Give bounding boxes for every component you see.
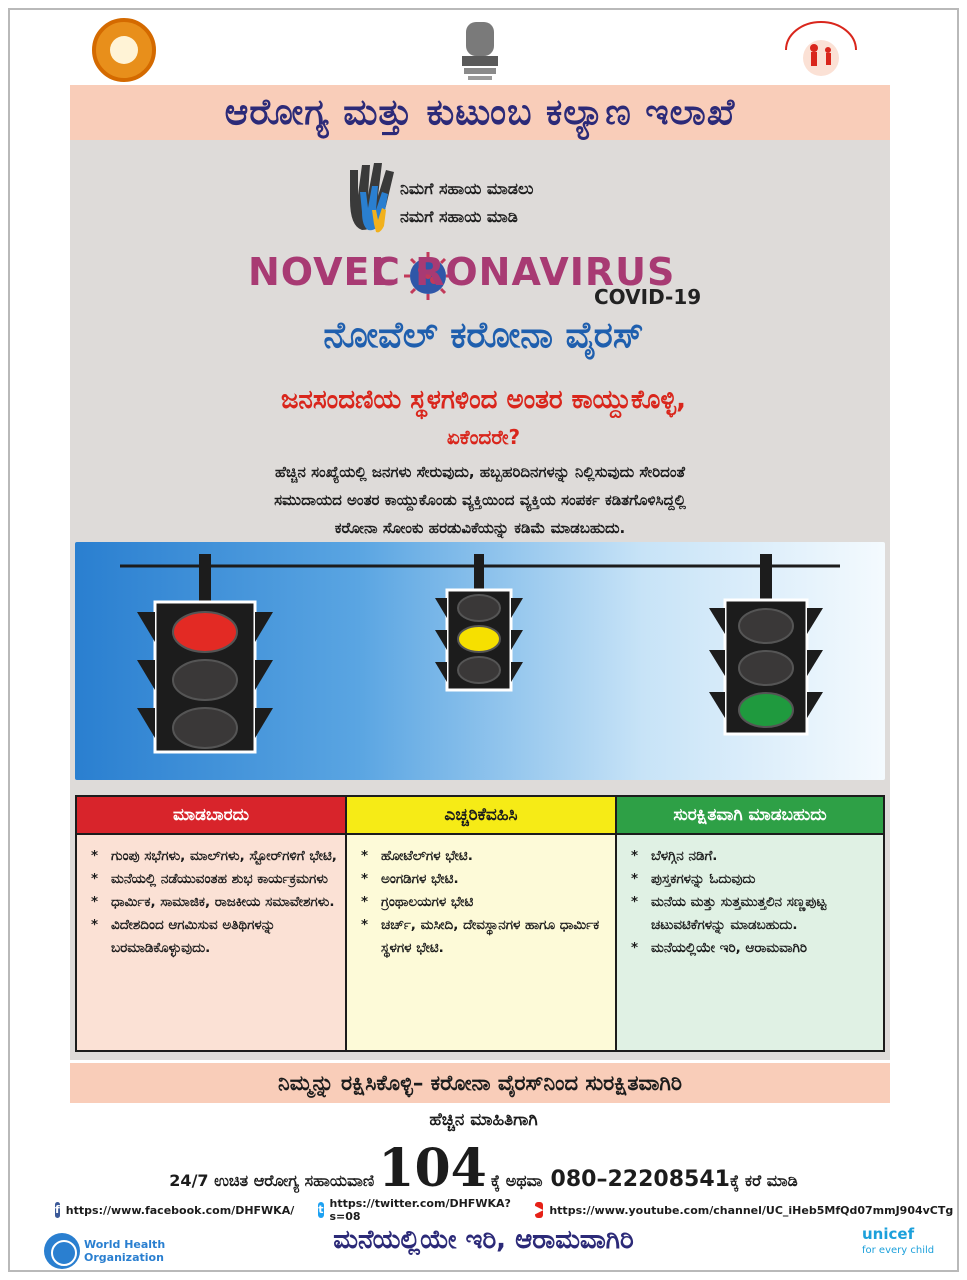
twitter-icon: t (318, 1203, 324, 1216)
dont-column (77, 835, 347, 1050)
social-links (55, 1197, 954, 1223)
subheading-line-2: ಏಕೆಂದರೇ? (446, 425, 521, 449)
helpline-suffix: ಕ್ಕೆ ಕರೆ ಮಾಡಿ (729, 1171, 798, 1190)
safe-column (617, 835, 883, 1050)
department-banner (70, 85, 890, 140)
traffic-signals-illustration (75, 542, 885, 780)
list-item: * ಹೋಟೆಲ್‌ಗಳ ಭೇಟಿ. (355, 845, 607, 868)
list-item: * ಮನೆಯ ಮತ್ತು ಸುತ್ತಮುತ್ತಲಿನ ಸಣ್ಣಪುಟ್ಟ ಚಟುವಟಿಕೆಗಳನ್ನು ಮಾಡಬಹುದು. (625, 891, 875, 937)
english-title (248, 250, 718, 309)
tagline (400, 175, 533, 231)
more-info-heading: ಹೆಚ್ಚಿನ ಮಾಹಿತಿಗಾಗಿ (429, 1110, 538, 1130)
protect-banner: ನಿಮ್ಮನ್ನು ರಕ್ಷಿಸಿಕೊಳ್ಳಿ– ಕರೋನಾ ವೈರಸ್‌ನಿಂದ ಸುರಕ್ಷಿತವಾಗಿರಿ (70, 1063, 890, 1103)
stay-home-slogan: ಮನೆಯಲ್ಲಿಯೇ ಇರಿ, ಆರಾಮವಾಗಿರಿ (333, 1225, 634, 1255)
helpline-line (0, 1138, 967, 1199)
facebook-link[interactable]: https://www.facebook.com/DHFWKA/ (65, 1203, 295, 1217)
karnataka-emblem-icon (92, 18, 156, 82)
tagline-line-2: ನಮಗೆ ಸಹಾಯ ಮಾಡಿ (400, 207, 518, 226)
who-line-2: Organization (84, 1251, 164, 1264)
title-novel: NOVEL (248, 250, 396, 294)
list-item: * ಬೆಳಗ್ಗಿನ ನಡಿಗೆ. (625, 845, 875, 868)
helpline-prefix: 24/7 ಉಚಿತ ಆರೋಗ್ಯ ಸಹಾಯವಾಣಿ (169, 1171, 375, 1190)
list-item: * ಚರ್ಚ್, ಮಸೀದಿ, ದೇವಸ್ಥಾನಗಳ ಹಾಗೂ ಧಾರ್ಮಿಕ ಸ್ಥಳಗಳ ಭೇಟಿ. (355, 914, 607, 960)
yellow-traffic-light-icon (435, 554, 523, 690)
list-item: * ಮನೆಯಲ್ಲಿಯೇ ಇರಿ, ಆರಾಮವಾಗಿರಿ (625, 937, 875, 960)
paragraph-line-2: ಸಮುದಾಯದ ಅಂತರ ಕಾಯ್ದುಕೊಂಡು ವ್ಯಕ್ತಿಯಿಂದ ವ್ಯಕ್ತಿಯ ಸಂಪರ್ಕ ಕಡಿತಗೊಳಿಸಿದ್ದಲ್ಲಿ (274, 491, 686, 509)
list-item: * ವಿದೇಶದಿಂದ ಆಗಮಿಸುವ ಅತಿಥಿಗಳನ್ನು ಬರಮಾಡಿಕೊಳ್ಳುವುದು. (85, 914, 337, 960)
kannada-title: ನೋವೆಲ್ ಕರೋನಾ ವೈರಸ್ (323, 315, 644, 356)
helpline-middle: ಕ್ಕೆ ಅಥವಾ (490, 1171, 543, 1190)
title-coronavirus: C RONAVIRUS (372, 250, 676, 294)
paragraph-line-1: ಹೆಚ್ಚಿನ ಸಂಖ್ಯೆಯಲ್ಲಿ ಜನಗಳು ಸೇರುವುದು, ಹಬ್ಬಹರಿದಿನಗಳನ್ನು ನಿಲ್ಲಿಸುವುದು ಸೇರಿದಂತೆ (274, 463, 686, 481)
tagline-line-1: ನಿಮಗೆ ಸಹಾಯ ಮಾಡಲು (400, 179, 534, 198)
unicef-tagline: for every child (862, 1245, 935, 1256)
title-covid: COVID-19 (594, 285, 702, 309)
guidance-table (75, 795, 885, 1052)
caution-heading: ಎಚ್ಚರಿಕೆವಹಿಸಿ (347, 797, 617, 835)
subheading-line-1: ಜನಸಂದಣಿಯ ಸ್ಥಳಗಳಿಂದ ಅಂತರ ಕಾಯ್ದುಕೊಳ್ಳಿ, (280, 385, 687, 415)
caution-column (347, 835, 617, 1050)
youtube-link[interactable]: https://www.youtube.com/channel/UC_iHeb5MfQd07mmJ904vCTg (549, 1203, 954, 1217)
red-traffic-light-icon (137, 554, 273, 752)
youtube-icon: ▶ (534, 1203, 544, 1216)
list-item: * ಗುಂಪು ಸಭೆಗಳು, ಮಾಲ್‌ಗಳು, ಸ್ಟೋರ್‌ಗಳಿಗೆ ಭೇಟಿ, (85, 845, 337, 868)
info-paragraph (150, 458, 810, 542)
who-line-1: World Health (84, 1238, 166, 1251)
helpline-number: 104 (378, 1138, 487, 1199)
list-item: * ಪುಸ್ತಕಗಳನ್ನು ಓದುವುದು (625, 868, 875, 891)
safe-heading: ಸುರಕ್ಷಿತವಾಗಿ ಮಾಡಬಹುದು (617, 797, 883, 835)
dont-heading: ಮಾಡಬಾರದು (77, 797, 347, 835)
traffic-signals-svg (75, 542, 885, 780)
list-item: * ಅಂಗಡಿಗಳ ಭೇಟಿ. (355, 868, 607, 891)
department-title: ಆರೋಗ್ಯ ಮತ್ತು ಕುಟುಂಬ ಕಲ್ಯಾಣ ಇಲಾಖೆ (224, 91, 736, 133)
list-item: * ಧಾರ್ಮಿಕ, ಸಾಮಾಜಿಕ, ರಾಜಕೀಯ ಸಮಾವೇಶಗಳು. (85, 891, 337, 914)
ashoka-emblem-icon (458, 18, 502, 84)
list-item: * ಗ್ರಂಥಾಲಯಗಳ ಭೇಟಿ (355, 891, 607, 914)
paragraph-line-3: ಕರೋನಾ ಸೋಂಕು ಹರಡುವಿಕೆಯನ್ನು ಕಡಿಮೆ ಮಾಡಬಹುದು. (334, 519, 626, 537)
unicef-logo (862, 1225, 934, 1256)
twitter-link[interactable]: https://twitter.com/DHFWKA?s=08 (329, 1197, 511, 1223)
health-mission-logo-icon (776, 20, 866, 80)
helpline-phone: 080–22208541 (550, 1167, 730, 1192)
green-traffic-light-icon (709, 554, 823, 734)
list-item: * ಮನೆಯಲ್ಲಿ ನಡೆಯುವಂತಹ ಶುಭ ಕಾರ್ಯಕ್ರಮಗಳು (85, 868, 337, 891)
unicef-name: unicef (862, 1225, 915, 1243)
facebook-icon: f (55, 1203, 60, 1216)
